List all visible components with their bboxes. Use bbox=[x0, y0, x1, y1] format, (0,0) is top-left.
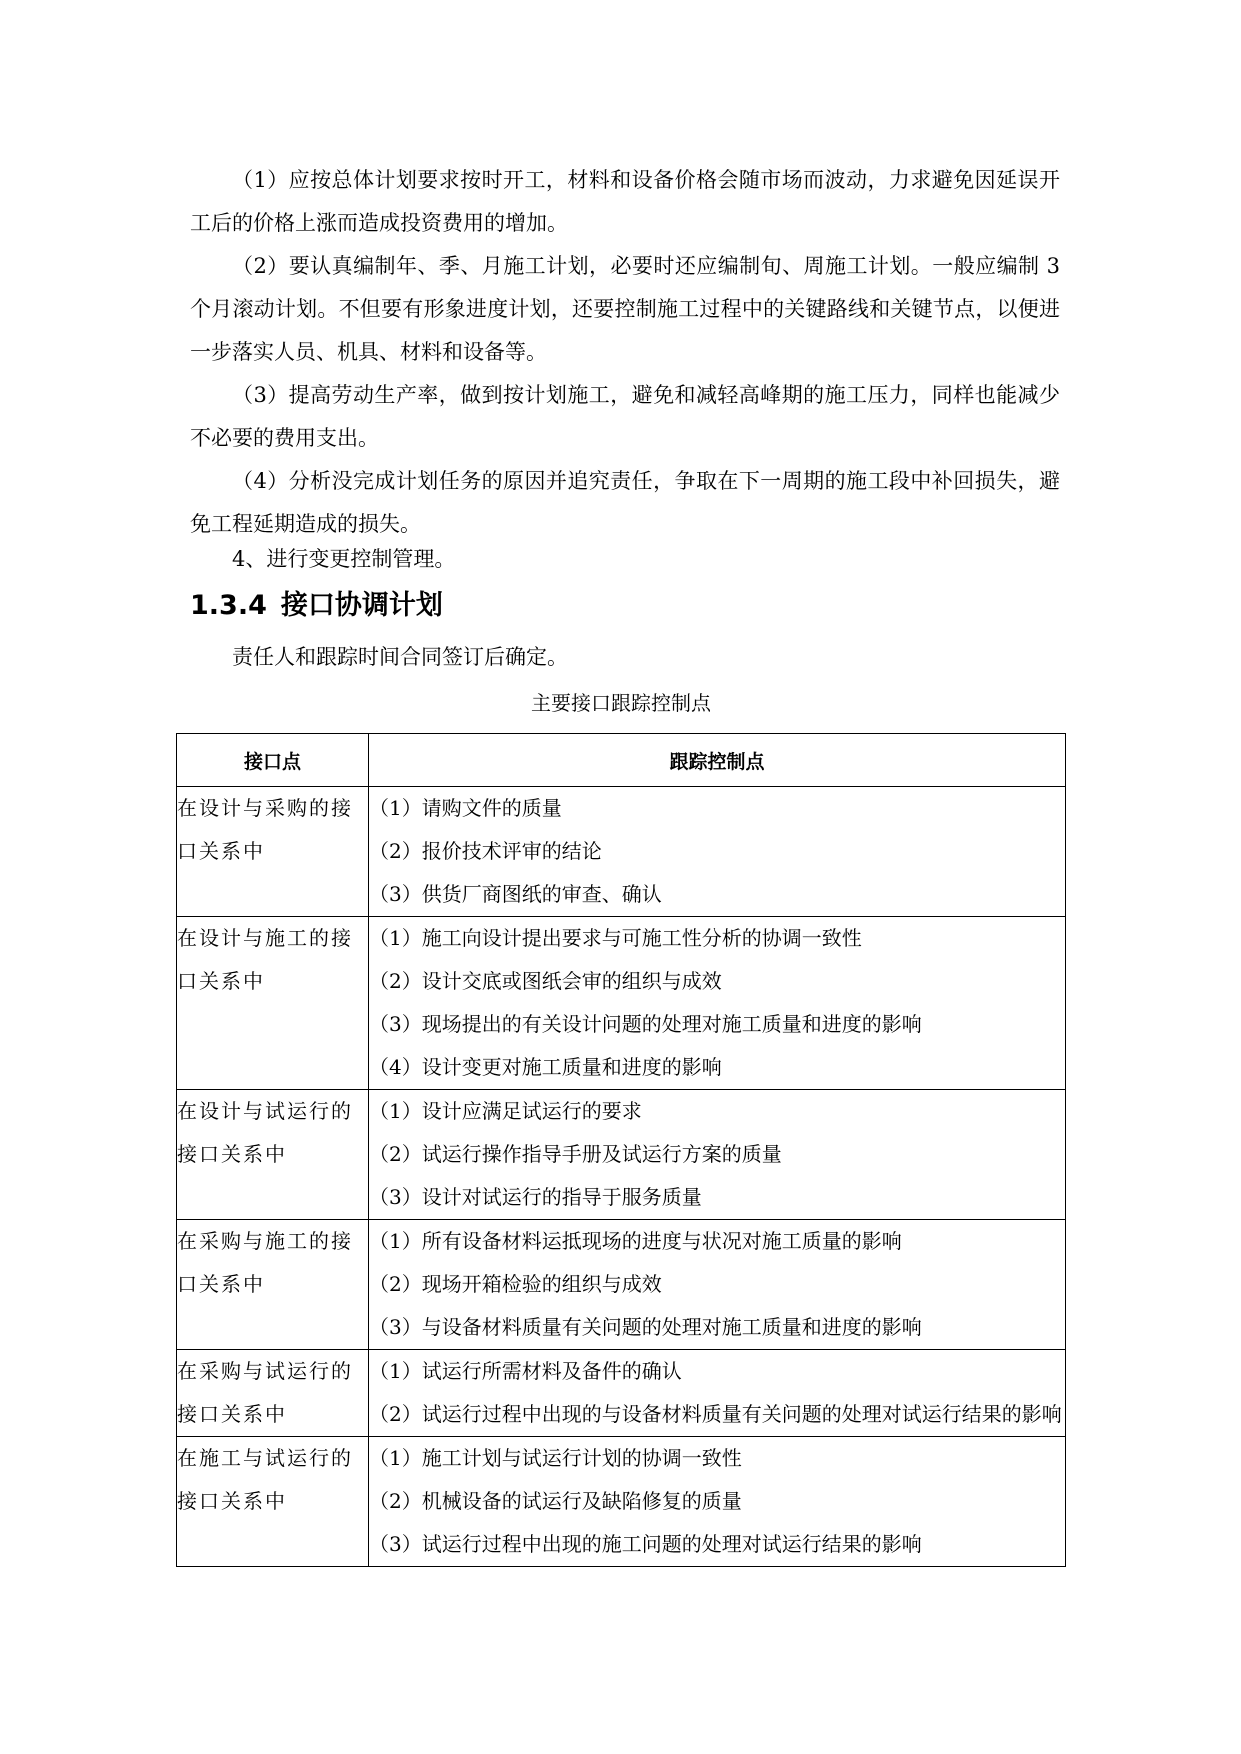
table-row bbox=[177, 1090, 1066, 1220]
section-number: 1.3.4 bbox=[190, 590, 267, 621]
control-point-item: （3）现场提出的有关设计问题的处理对施工质量和进度的影响 bbox=[369, 1012, 922, 1036]
control-points-cell bbox=[369, 787, 1066, 917]
table-caption: 主要接口跟踪控制点 bbox=[531, 691, 711, 715]
control-point-item: （3）设计对试运行的指导于服务质量 bbox=[369, 1185, 702, 1209]
control-points-cell bbox=[369, 917, 1066, 1090]
control-point-item: （1）所有设备材料运抵现场的进度与状况对施工质量的影响 bbox=[369, 1229, 902, 1253]
header-interface-point: 接口点 bbox=[177, 734, 369, 787]
paragraph-3: （3）提高劳动生产率，做到按计划施工，避免和减轻高峰期的施工压力，同样也能减少不必要的费用支出。 bbox=[190, 383, 1060, 450]
control-point-item: （2）报价技术评审的结论 bbox=[369, 839, 602, 863]
control-point-item: （1）试运行所需材料及备件的确认 bbox=[369, 1359, 682, 1383]
table-row bbox=[177, 787, 1066, 917]
interface-point-cell: 在采购与试运行的接口关系中 bbox=[177, 1350, 369, 1437]
control-points-cell bbox=[369, 1220, 1066, 1350]
control-point-item: （2）试运行过程中出现的与设备材料质量有关问题的处理对试运行结果的影响 bbox=[369, 1402, 1062, 1426]
control-point-item: （1）请购文件的质量 bbox=[369, 796, 562, 820]
control-point-item: （1）施工向设计提出要求与可施工性分析的协调一致性 bbox=[369, 926, 862, 950]
table-row bbox=[177, 1220, 1066, 1350]
control-points-cell bbox=[369, 1350, 1066, 1437]
control-point-item: （1）设计应满足试运行的要求 bbox=[369, 1099, 642, 1123]
control-point-item: （2）机械设备的试运行及缺陷修复的质量 bbox=[369, 1489, 742, 1513]
paragraph-5: 4、进行变更控制管理。 bbox=[232, 547, 456, 571]
control-point-item: （2）现场开箱检验的组织与成效 bbox=[369, 1272, 662, 1296]
interface-point-cell: 在采购与施工的接口关系中 bbox=[177, 1220, 369, 1350]
header-tracking-control-point: 跟踪控制点 bbox=[369, 734, 1066, 787]
control-points-cell bbox=[369, 1437, 1066, 1567]
control-point-item: （2）设计交底或图纸会审的组织与成效 bbox=[369, 969, 722, 993]
control-point-item: （3）试运行过程中出现的施工问题的处理对试运行结果的影响 bbox=[369, 1532, 922, 1556]
control-point-item: （4）设计变更对施工质量和进度的影响 bbox=[369, 1055, 722, 1079]
paragraph-4: （4）分析没完成计划任务的原因并追究责任，争取在下一周期的施工段中补回损失，避免工程延期造成的损失。 bbox=[190, 469, 1060, 536]
control-point-item: （3）与设备材料质量有关问题的处理对施工质量和进度的影响 bbox=[369, 1315, 922, 1339]
section-intro: 责任人和跟踪时间合同签订后确定。 bbox=[232, 645, 568, 669]
table-row bbox=[177, 1437, 1066, 1567]
control-points-cell bbox=[369, 1090, 1066, 1220]
interface-point-cell: 在设计与试运行的接口关系中 bbox=[177, 1090, 369, 1220]
interface-tracking-table bbox=[176, 733, 1066, 1567]
control-point-item: （3）供货厂商图纸的审查、确认 bbox=[369, 882, 662, 906]
interface-point-cell: 在施工与试运行的接口关系中 bbox=[177, 1437, 369, 1567]
control-point-item: （1）施工计划与试运行计划的协调一致性 bbox=[369, 1446, 742, 1470]
table-header-row bbox=[177, 734, 1066, 787]
interface-point-cell: 在设计与采购的接口关系中 bbox=[177, 787, 369, 917]
paragraph-1: （1）应按总体计划要求按时开工，材料和设备价格会随市场而波动，力求避免因延误开工后的价格上涨而造成投资费用的增加。 bbox=[190, 168, 1060, 235]
paragraph-2: （2）要认真编制年、季、月施工计划，必要时还应编制旬、周施工计划。一般应编制 3 个月滚动计划。不但要有形象进度计划，还要控制施工过程中的关键路线和关键节点，以便进一步落实人员、机具、材料和设备等。 bbox=[190, 254, 1060, 364]
table-row bbox=[177, 917, 1066, 1090]
section-heading bbox=[190, 586, 443, 626]
section-title: 接口协调计划 bbox=[280, 590, 443, 621]
control-point-item: （2）试运行操作指导手册及试运行方案的质量 bbox=[369, 1142, 782, 1166]
interface-point-cell: 在设计与施工的接口关系中 bbox=[177, 917, 369, 1090]
table-row bbox=[177, 1350, 1066, 1437]
